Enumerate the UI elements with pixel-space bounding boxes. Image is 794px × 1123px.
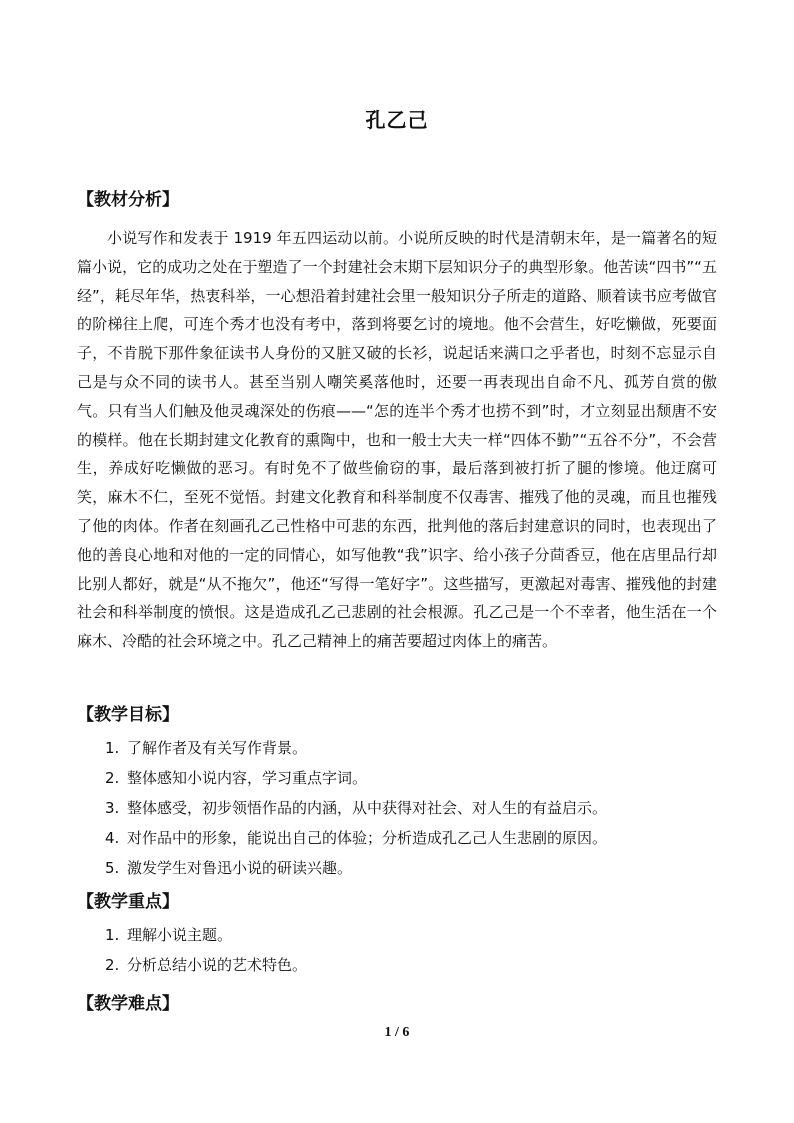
analysis-paragraph: 小说写作和发表于 1919 年五四运动以前。小说所反映的时代是清朝末年，是一篇著名的短篇小说，它的成功之处在于塑造了一个封建社会末期下层知识分子的典型形象。他苦读“四书”“五经”，耗尽年华，热衷科举，一心想沿着封建社会里一般知识分子所走的道路、顺着读书应考做官的阶梯往上爬，可连个秀才也没有考中，落到将要乞讨的境地。他不会营生，好吃懒做，死要面子，不肯脱下那件象征读书人身份的又脏又破的长衫，说起话来满口之乎者也，时刻不忘显示自己是与众不同的读书人。甚至当别人嘲笑奚落他时，还要一再表现出自命不凡、孤芳自赏的傲气。只有当人们触及他灵魂深处的伤痕——“怎的连半个秀才也捞不到”时，才立刻显出颓唐不安的模样。他在长期封建文化教育的熏陶中，也和一般士大夫一样“四体不勤”“五谷不分”，不会营生，养成好吃懒做的恶习。有时免不了做些偷窃的事，最后落到被打折了腿的惨境。他迂腐可笑，麻木不仁，至死不觉悟。封建文化教育和科举制度不仅毒害、摧残了他的灵魂，而且也摧残了他的肉体。作者在刻画孔乙己性格中可悲的东西，批判他的落后封建意识的同时，也表现出了他的善良心地和对他的一定的同情心，如写他教“我”识字、给小孩子分茴香豆，他在店里品行却比别人都好，就是“从不拖欠”，他还“写得一笔好字”。这些描写，更激起对毒害、摧残他的封建社会和科举制度的愤恨。这是造成孔乙己悲剧的社会根源。孔乙己是一个不幸者，他生活在一个麻木、冷酷的社会环境之中。孔乙己精神上的痛苦要超过肉体上的痛苦。	[77, 229, 717, 651]
goals-list	[77, 737, 717, 887]
list-item	[77, 827, 717, 857]
list-number: 1.	[105, 739, 120, 757]
section-goals	[77, 703, 717, 887]
section-heading-difficulties: 【教学难点】	[77, 994, 179, 1014]
list-number: 4.	[105, 829, 120, 847]
list-number: 1.	[105, 926, 120, 944]
list-item	[77, 954, 717, 984]
list-number: 5.	[105, 859, 120, 877]
section-heading-key-points: 【教学重点】	[77, 892, 179, 912]
section-difficulties	[77, 992, 717, 1016]
list-text: 整体感受，初步领悟作品的内涵，从中获得对社会、对人生的有益启示。	[127, 799, 608, 817]
key-points-list	[77, 924, 717, 984]
list-number: 2.	[105, 956, 120, 974]
list-text: 分析总结小说的艺术特色。	[127, 956, 308, 974]
list-text: 激发学生对鲁迅小说的研读兴趣。	[127, 859, 353, 877]
list-number: 3.	[105, 799, 120, 817]
list-item	[77, 924, 717, 954]
list-item	[77, 797, 717, 827]
list-item	[77, 857, 717, 887]
list-item	[77, 767, 717, 797]
list-item	[77, 737, 717, 767]
list-number: 2.	[105, 769, 120, 787]
section-heading-goals: 【教学目标】	[77, 705, 179, 725]
page-number: 1 / 6	[384, 1025, 410, 1040]
list-text: 对作品中的形象，能说出自己的体验；分析造成孔乙己人生悲剧的原因。	[127, 829, 608, 847]
list-text: 理解小说主题。	[127, 926, 233, 944]
list-text: 整体感知小说内容，学习重点字词。	[127, 769, 368, 787]
list-text: 了解作者及有关写作背景。	[127, 739, 308, 757]
page-title: 孔乙己	[365, 108, 429, 132]
section-key-points	[77, 890, 717, 984]
section-analysis	[77, 188, 717, 656]
section-heading-analysis: 【教材分析】	[77, 190, 179, 210]
